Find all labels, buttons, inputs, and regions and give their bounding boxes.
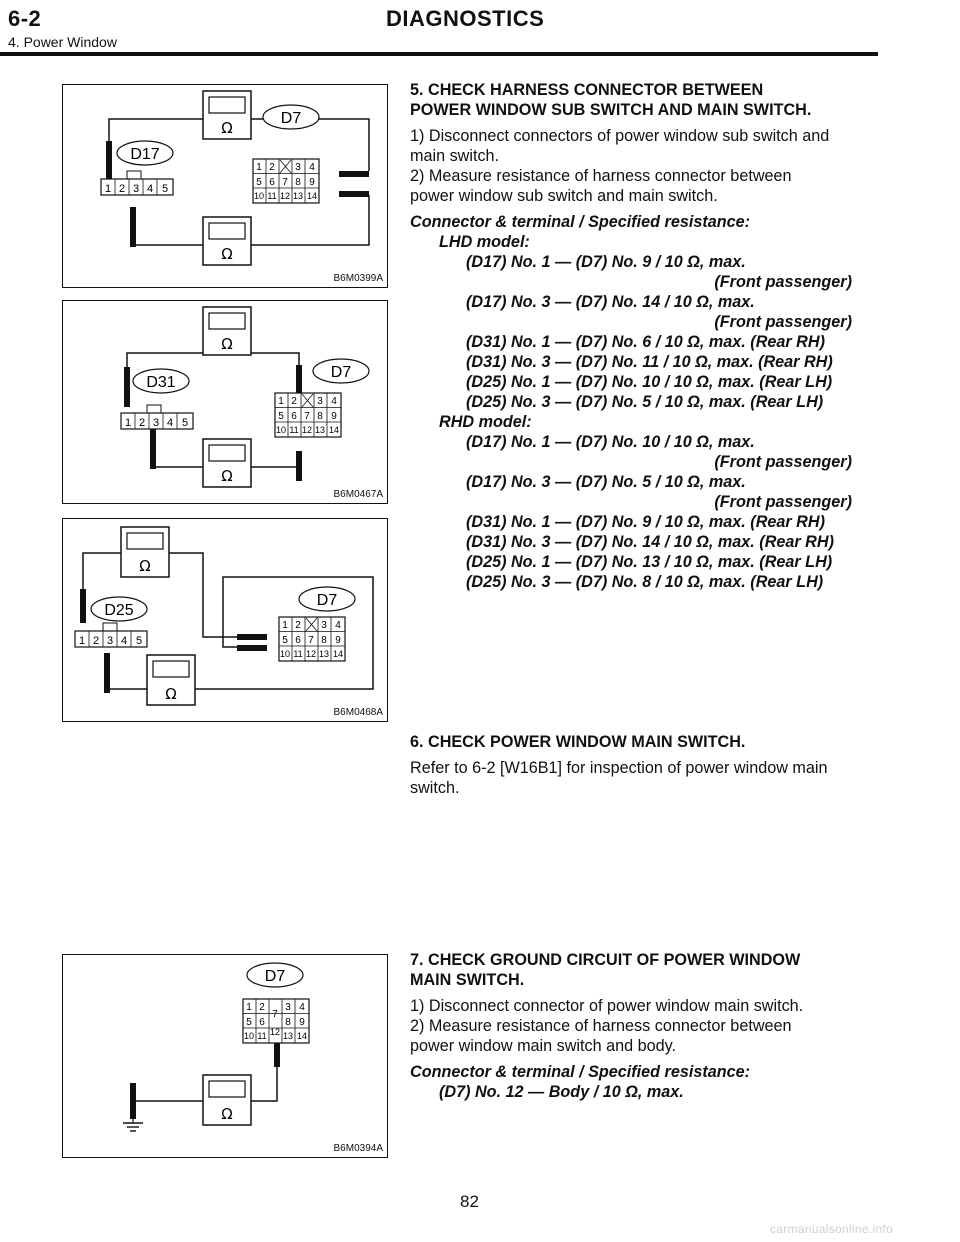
svg-text:1: 1: [278, 396, 284, 407]
spec-line: (D31) No. 1 — (D7) No. 9 / 10 Ω, max. (Rear RH): [466, 513, 825, 531]
svg-text:1: 1: [78, 635, 86, 647]
spec-line: (D31) No. 1 — (D7) No. 6 / 10 Ω, max. (Rear RH): [466, 333, 825, 351]
figure-d25-d7: [62, 518, 388, 722]
wiring-diagram: [63, 301, 389, 505]
svg-text:4: 4: [146, 183, 154, 195]
svg-text:10: 10: [279, 649, 291, 659]
svg-text:14: 14: [328, 425, 340, 435]
connector-5pin: [75, 623, 147, 647]
svg-text:11: 11: [267, 191, 277, 201]
svg-text:12: 12: [305, 649, 317, 659]
svg-text:7: 7: [272, 1009, 278, 1020]
spec-line: (D25) No. 3 — (D7) No. 5 / 10 Ω, max. (Rear LH): [466, 393, 824, 411]
svg-text:11: 11: [289, 425, 299, 435]
figure-code: B6M0468A: [333, 707, 383, 718]
step-heading: 5. CHECK HARNESS CONNECTOR BETWEEN: [410, 81, 764, 99]
svg-text:1: 1: [124, 417, 132, 429]
svg-text:4: 4: [166, 417, 174, 429]
svg-text:8: 8: [285, 1017, 291, 1028]
svg-text:9: 9: [309, 177, 315, 188]
step-text: 2) Measure resistance of harness connector between: [410, 1017, 792, 1035]
svg-text:Ω: Ω: [221, 245, 233, 263]
svg-text:5: 5: [161, 183, 169, 195]
page-title: DIAGNOSTICS: [386, 6, 545, 31]
svg-text:13: 13: [318, 649, 330, 659]
section-5: [410, 80, 880, 592]
figure-code: B6M0399A: [333, 273, 383, 284]
svg-text:5: 5: [181, 417, 189, 429]
svg-text:6: 6: [269, 177, 275, 188]
figure-code: B6M0394A: [333, 1143, 383, 1154]
connector-14pin: [279, 617, 345, 661]
ohmmeter-icon: [203, 91, 251, 139]
svg-text:6: 6: [295, 635, 301, 646]
svg-text:7: 7: [304, 411, 310, 422]
wiring-diagram: [63, 519, 389, 723]
connector-label: D25: [104, 602, 134, 619]
svg-text:4: 4: [309, 162, 315, 173]
step-text: switch.: [410, 779, 460, 797]
spec-line: (D17) No. 3 — (D7) No. 5 / 10 Ω, max.: [466, 473, 746, 491]
svg-text:2: 2: [291, 396, 297, 407]
spec-line: (D25) No. 3 — (D7) No. 8 / 10 Ω, max. (Rear LH): [466, 573, 824, 591]
svg-text:12: 12: [301, 425, 313, 435]
svg-text:2: 2: [118, 183, 126, 195]
spec-line: (D25) No. 1 — (D7) No. 10 / 10 Ω, max. (Rear LH): [466, 373, 833, 391]
connector-5pin: [121, 405, 193, 429]
svg-text:5: 5: [256, 177, 262, 188]
step-heading: MAIN SWITCH.: [410, 971, 525, 989]
svg-text:7: 7: [308, 635, 314, 646]
connector-14pin: [253, 159, 319, 203]
ohmmeter-icon: [203, 307, 251, 355]
svg-text:3: 3: [285, 1002, 291, 1013]
svg-text:9: 9: [335, 635, 341, 646]
spec-line: (Front passenger): [714, 453, 852, 471]
ohmmeter-icon: [203, 439, 251, 487]
svg-text:9: 9: [331, 411, 337, 422]
spec-line: (Front passenger): [714, 493, 852, 511]
svg-text:5: 5: [246, 1017, 252, 1028]
spec-label: Connector & terminal / Specified resistance:: [410, 1063, 751, 1081]
svg-text:13: 13: [282, 1031, 294, 1041]
svg-text:14: 14: [296, 1031, 308, 1041]
spec-label: Connector & terminal / Specified resistance:: [410, 213, 751, 231]
footer-watermark: carmanualsonline.info: [770, 1222, 894, 1236]
spec-line: (D31) No. 3 — (D7) No. 14 / 10 Ω, max. (Rear RH): [466, 533, 834, 551]
figure-d7-ground: [62, 954, 388, 1158]
connector-label: D7: [316, 592, 338, 609]
svg-text:10: 10: [243, 1031, 255, 1041]
spec-line: (D7) No. 12 — Body / 10 Ω, max.: [439, 1083, 684, 1101]
ohmmeter-icon: [121, 527, 169, 577]
ohmmeter-icon: [203, 1075, 251, 1125]
svg-text:Ω: Ω: [165, 685, 177, 703]
step-heading: 7. CHECK GROUND CIRCUIT OF POWER WINDOW: [410, 951, 801, 969]
svg-text:3: 3: [317, 396, 323, 407]
svg-text:4: 4: [335, 620, 341, 631]
svg-text:10: 10: [275, 425, 287, 435]
svg-text:Ω: Ω: [221, 335, 233, 353]
svg-text:9: 9: [299, 1017, 305, 1028]
section-7: [410, 950, 880, 1102]
step-text: Refer to 6-2 [W16B1] for inspection of power window main: [410, 759, 828, 777]
svg-text:5: 5: [282, 635, 288, 646]
ohmmeter-icon: [203, 217, 251, 265]
step-text: main switch.: [410, 147, 500, 165]
page-number: 82: [460, 1192, 479, 1211]
svg-text:4: 4: [299, 1002, 305, 1013]
wiring-diagram: [63, 85, 389, 289]
section-subtitle: 4. Power Window: [8, 34, 117, 50]
connector-label: D7: [330, 364, 352, 381]
svg-text:6: 6: [291, 411, 297, 422]
svg-text:3: 3: [132, 183, 140, 195]
svg-text:14: 14: [332, 649, 344, 659]
svg-text:12: 12: [269, 1027, 281, 1037]
svg-text:3: 3: [106, 635, 114, 647]
svg-text:3: 3: [152, 417, 160, 429]
step-text: power window main switch and body.: [410, 1037, 677, 1055]
svg-text:8: 8: [295, 177, 301, 188]
spec-line: (Front passenger): [714, 313, 852, 331]
figure-code: B6M0467A: [333, 489, 383, 500]
svg-text:1: 1: [256, 162, 262, 173]
connector-label: D17: [130, 146, 160, 163]
svg-text:2: 2: [138, 417, 146, 429]
svg-text:1: 1: [246, 1002, 252, 1013]
step-text: 1) Disconnect connector of power window main switch.: [410, 997, 804, 1015]
svg-text:2: 2: [92, 635, 100, 647]
connector-label: D7: [280, 110, 302, 127]
connector-14pin: [243, 999, 309, 1043]
svg-text:8: 8: [321, 635, 327, 646]
spec-line: (D17) No. 1 — (D7) No. 10 / 10 Ω, max.: [466, 433, 755, 451]
spec-line: (Front passenger): [714, 273, 852, 291]
header-rule: [0, 52, 878, 56]
step-text: 2) Measure resistance of harness connector between: [410, 167, 792, 185]
wiring-diagram: [63, 955, 389, 1159]
svg-text:13: 13: [314, 425, 326, 435]
svg-text:2: 2: [295, 620, 301, 631]
spec-line: (D31) No. 3 — (D7) No. 11 / 10 Ω, max. (Rear RH): [466, 353, 833, 371]
svg-text:6: 6: [259, 1017, 265, 1028]
spec-line: (D17) No. 1 — (D7) No. 9 / 10 Ω, max.: [466, 253, 746, 271]
svg-text:13: 13: [292, 191, 304, 201]
svg-text:5: 5: [135, 635, 143, 647]
svg-text:2: 2: [269, 162, 275, 173]
connector-14pin: [275, 393, 341, 437]
figure-d17-d7: [62, 84, 388, 288]
svg-text:4: 4: [331, 396, 337, 407]
svg-text:11: 11: [293, 649, 303, 659]
svg-text:11: 11: [257, 1031, 267, 1041]
svg-text:1: 1: [282, 620, 288, 631]
spec-line: (D17) No. 3 — (D7) No. 14 / 10 Ω, max.: [466, 293, 755, 311]
svg-text:Ω: Ω: [221, 467, 233, 485]
svg-text:2: 2: [259, 1002, 265, 1013]
svg-text:Ω: Ω: [221, 1105, 233, 1123]
section-code: 6-2: [8, 6, 42, 31]
svg-text:1: 1: [104, 183, 112, 195]
step-text: 1) Disconnect connectors of power window sub switch and: [410, 127, 830, 145]
svg-text:8: 8: [317, 411, 323, 422]
svg-text:3: 3: [321, 620, 327, 631]
ground-icon: [123, 1119, 143, 1131]
figure-d31-d7: [62, 300, 388, 504]
model-label: RHD model:: [439, 413, 532, 431]
step-heading: 6. CHECK POWER WINDOW MAIN SWITCH.: [410, 733, 746, 751]
svg-text:3: 3: [295, 162, 301, 173]
svg-text:5: 5: [278, 411, 284, 422]
model-label: LHD model:: [439, 233, 530, 251]
step-text: power window sub switch and main switch.: [410, 187, 718, 205]
spec-line: (D25) No. 1 — (D7) No. 13 / 10 Ω, max. (Rear LH): [466, 553, 833, 571]
section-6: [410, 732, 880, 798]
svg-text:14: 14: [306, 191, 318, 201]
step-heading: POWER WINDOW SUB SWITCH AND MAIN SWITCH.: [410, 101, 812, 119]
ohmmeter-icon: [147, 655, 195, 705]
connector-label: D31: [146, 374, 176, 391]
svg-text:Ω: Ω: [139, 557, 151, 575]
svg-text:12: 12: [279, 191, 291, 201]
svg-text:10: 10: [253, 191, 265, 201]
svg-text:Ω: Ω: [221, 119, 233, 137]
svg-text:4: 4: [120, 635, 128, 647]
svg-text:7: 7: [282, 177, 288, 188]
connector-label: D7: [264, 968, 286, 985]
